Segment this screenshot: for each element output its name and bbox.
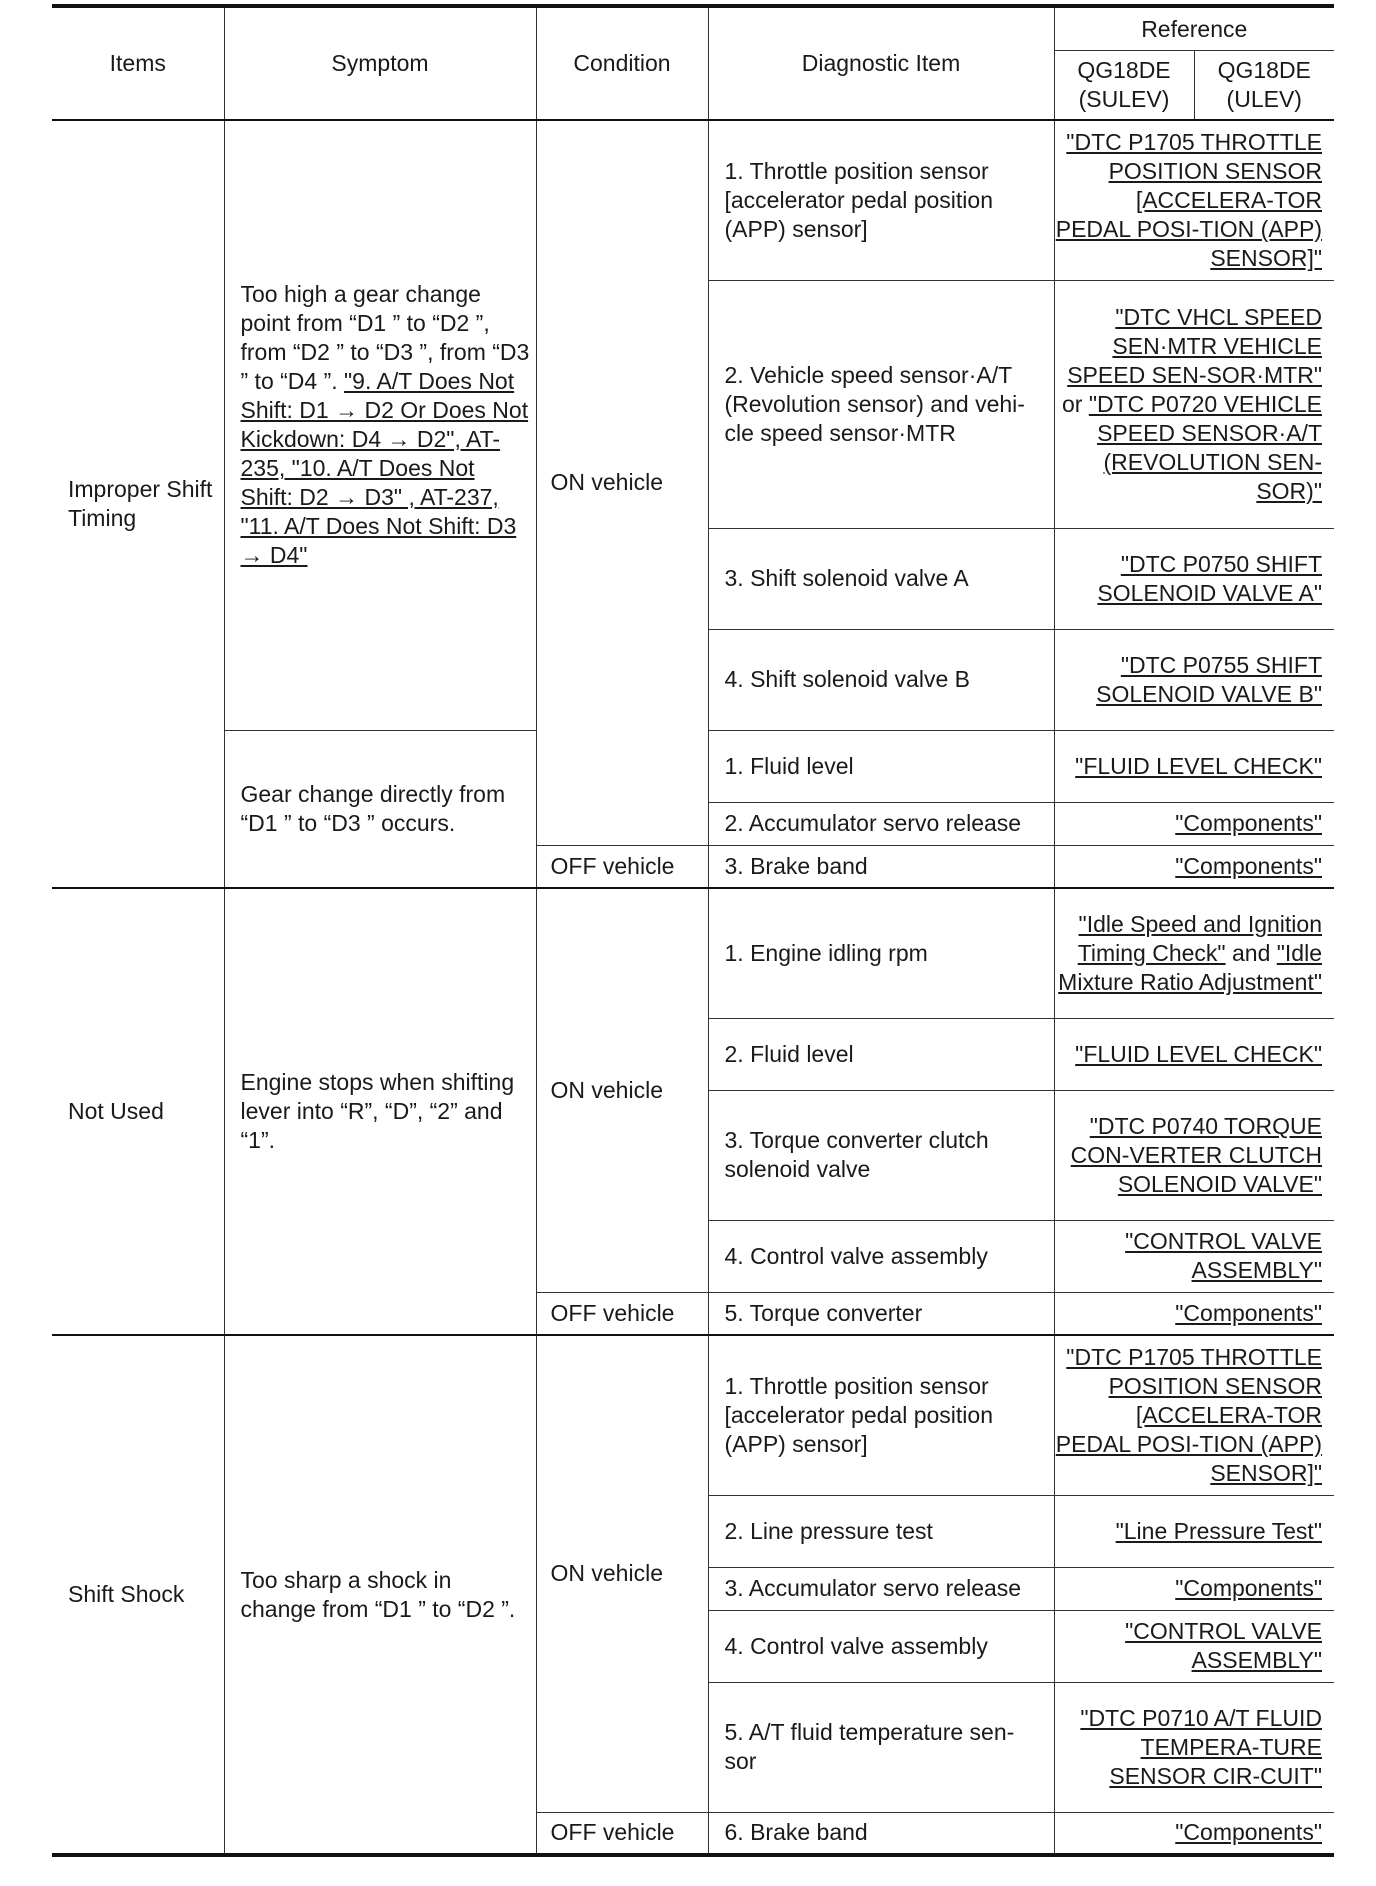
reference-link[interactable]: "DTC P0750 SHIFT SOLENOID VALVE A" bbox=[1097, 550, 1322, 606]
reference-link[interactable]: "CONTROL VALVE ASSEMBLY" bbox=[1125, 1228, 1322, 1283]
condition-on-vehicle: ON vehicle bbox=[536, 120, 708, 845]
diagnostic-item: 2. Accumulator servo release bbox=[708, 802, 1054, 845]
symptom-text: Engine stops when shifting lever into “R”, “D”, “2” and “1”. bbox=[224, 888, 536, 1335]
diagnosis-table bbox=[52, 4, 1334, 1857]
reference-link[interactable]: "Components" bbox=[1175, 810, 1322, 836]
reference-cell bbox=[1054, 1812, 1334, 1855]
item-shift-shock: Shift Shock bbox=[52, 1335, 224, 1855]
diagnostic-item: 6. Brake band bbox=[708, 1812, 1054, 1855]
reference-link[interactable]: "DTC P0740 TORQUE CON-VERTER CLUTCH SOLENOID VALVE" bbox=[1070, 1112, 1322, 1197]
diagnostic-item: 4. Shift solenoid valve B bbox=[708, 629, 1054, 730]
reference-link[interactable]: "DTC P1705 THROTTLE POSITION SENSOR [ACCELERA-TOR PEDAL POSI-TION (APP) SENSOR]" bbox=[1055, 1343, 1322, 1486]
condition-off-vehicle: OFF vehicle bbox=[536, 1812, 708, 1855]
header-sulev: QG18DE (SULEV) bbox=[1054, 51, 1194, 121]
symptom-text: Too high a gear change point from “D1 ” to “D2 ”, from “D2 ” to “D3 ”, from “D3 ” to “D4 ”. bbox=[240, 281, 530, 395]
diagnostic-item: 2. Fluid level bbox=[708, 1018, 1054, 1090]
reference-cell bbox=[1054, 1610, 1334, 1682]
reference-cell bbox=[1054, 1335, 1334, 1495]
header-condition: Condition bbox=[536, 6, 708, 120]
reference-cell bbox=[1054, 528, 1334, 629]
reference-link[interactable]: "FLUID LEVEL CHECK" bbox=[1075, 752, 1322, 779]
reference-cell bbox=[1054, 629, 1334, 730]
diagnostic-item: 3. Accumulator servo release bbox=[708, 1567, 1054, 1610]
reference-cell bbox=[1054, 888, 1334, 1018]
reference-conjunction: and bbox=[1231, 939, 1277, 966]
diagnostic-item: 5. Torque converter bbox=[708, 1292, 1054, 1335]
reference-link[interactable]: "CONTROL VALVE ASSEMBLY" bbox=[1125, 1618, 1322, 1673]
reference-cell bbox=[1054, 1495, 1334, 1567]
item-not-used: Not Used bbox=[52, 888, 224, 1335]
reference-cell bbox=[1054, 1292, 1334, 1335]
reference-cell bbox=[1054, 730, 1334, 802]
reference-link[interactable]: "Idle Mixture Ratio Adjustment" bbox=[1058, 939, 1322, 995]
header-ulev: QG18DE (ULEV) bbox=[1194, 51, 1334, 121]
reference-cell bbox=[1054, 845, 1334, 888]
reference-cell bbox=[1054, 120, 1334, 280]
symptom-text: Too sharp a shock in change from “D1 ” to “D2 ”. bbox=[224, 1335, 536, 1855]
reference-link[interactable]: "DTC P0710 A/T FLUID TEMPERA-TURE SENSOR CIR-CUIT" bbox=[1080, 1704, 1322, 1789]
diagnostic-item: 4. Control valve assembly bbox=[708, 1220, 1054, 1292]
diagnostic-item: 1. Throttle position sensor [accelerator pedal position (APP) sensor] bbox=[708, 1335, 1054, 1495]
diagnostic-item: 5. A/T fluid temperature sen-sor bbox=[708, 1682, 1054, 1812]
diagnostic-item: 3. Torque converter clutch solenoid valve bbox=[708, 1090, 1054, 1220]
diagnostic-item: 1. Throttle position sensor [accelerator pedal position (APP) sensor] bbox=[708, 120, 1054, 280]
reference-link[interactable]: "DTC P1705 THROTTLE POSITION SENSOR [ACCELERA-TOR PEDAL POSI-TION (APP) SENSOR]" bbox=[1055, 128, 1322, 271]
item-improper-shift-timing: Improper Shift Timing bbox=[52, 120, 224, 888]
reference-cell bbox=[1054, 1567, 1334, 1610]
reference-link[interactable]: "DTC P0720 VEHICLE SPEED SENSOR·A/T (REVOLUTION SEN-SOR)" bbox=[1088, 390, 1322, 504]
header-diagnostic-item: Diagnostic Item bbox=[708, 6, 1054, 120]
diagnostic-item: 3. Shift solenoid valve A bbox=[708, 528, 1054, 629]
header-symptom: Symptom bbox=[224, 6, 536, 120]
condition-off-vehicle: OFF vehicle bbox=[536, 845, 708, 888]
condition-off-vehicle: OFF vehicle bbox=[536, 1292, 708, 1335]
diagnostic-item: 1. Engine idling rpm bbox=[708, 888, 1054, 1018]
reference-link[interactable]: "Components" bbox=[1175, 1819, 1322, 1846]
symptom-link[interactable]: "9. A/T Does Not Shift: D1 → D2 Or Does Not Kickdown: D4 → D2", AT-235, "10. A/T Does Not Shift: D2 → D3" , AT-237, "11. A/T Does Not Shift: D3 → D4" bbox=[240, 368, 529, 569]
reference-link[interactable]: "Components" bbox=[1175, 1299, 1322, 1326]
diagnostic-item: 1. Fluid level bbox=[708, 730, 1054, 802]
reference-link[interactable]: "Idle Speed and Ignition Timing Check" bbox=[1077, 910, 1322, 966]
condition-on-vehicle: ON vehicle bbox=[536, 1335, 708, 1812]
reference-link[interactable]: "FLUID LEVEL CHECK" bbox=[1075, 1040, 1322, 1067]
reference-cell bbox=[1054, 1018, 1334, 1090]
header-items: Items bbox=[52, 6, 224, 120]
condition-on-vehicle: ON vehicle bbox=[536, 888, 708, 1292]
reference-cell bbox=[1054, 802, 1334, 845]
reference-cell bbox=[1054, 280, 1334, 528]
reference-link[interactable]: "Line Pressure Test" bbox=[1115, 1517, 1322, 1544]
reference-cell bbox=[1054, 1090, 1334, 1220]
reference-link[interactable]: "Components" bbox=[1175, 1575, 1322, 1601]
diagnostic-item: 2. Line pressure test bbox=[708, 1495, 1054, 1567]
reference-conjunction: or bbox=[1062, 390, 1089, 417]
reference-link[interactable]: "DTC P0755 SHIFT SOLENOID VALVE B" bbox=[1096, 651, 1322, 707]
diagnostic-item: 4. Control valve assembly bbox=[708, 1610, 1054, 1682]
reference-link[interactable]: "DTC VHCL SPEED SEN·MTR VEHICLE SPEED SEN-SOR·MTR" bbox=[1067, 303, 1322, 388]
reference-cell bbox=[1054, 1682, 1334, 1812]
header-reference: Reference bbox=[1054, 6, 1334, 51]
reference-cell bbox=[1054, 1220, 1334, 1292]
reference-link[interactable]: "Components" bbox=[1175, 852, 1322, 879]
symptom-text: Gear change directly from “D1 ” to “D3 ” occurs. bbox=[224, 730, 536, 888]
diagnostic-item: 2. Vehicle speed sensor·A/T (Revolution sensor) and vehi-cle speed sensor·MTR bbox=[708, 280, 1054, 528]
diagnostic-item: 3. Brake band bbox=[708, 845, 1054, 888]
symptom-cell bbox=[224, 120, 536, 730]
